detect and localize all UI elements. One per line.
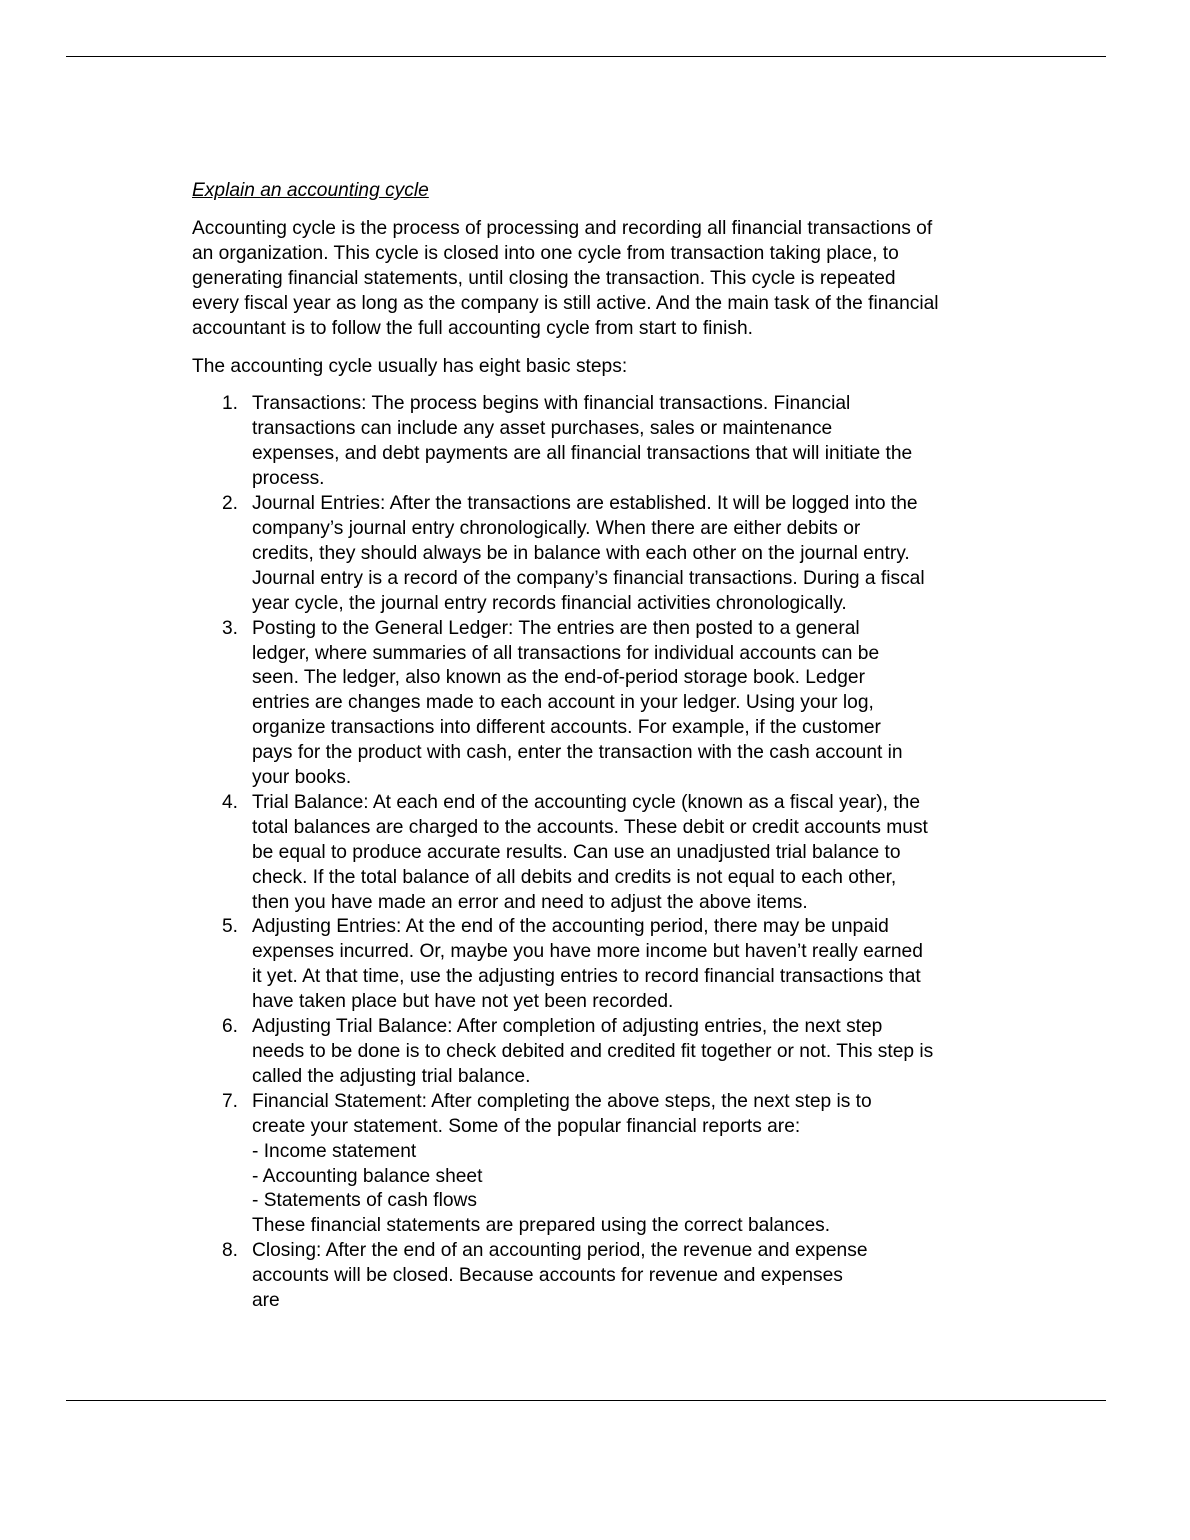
document-heading: Explain an accounting cycle bbox=[192, 180, 429, 201]
steps-list bbox=[192, 392, 992, 1314]
step-number: 2. bbox=[222, 493, 239, 515]
step-text-line: create your statement. Some of the popular financial reports are: bbox=[252, 1115, 801, 1137]
step-text-line: have taken place but have not yet been recorded. bbox=[252, 991, 674, 1013]
step-text-line: - Income statement bbox=[252, 1140, 417, 1162]
list-item bbox=[192, 392, 992, 492]
document-body bbox=[192, 178, 992, 1314]
step-text-line: Adjusting Trial Balance: After completion of adjusting entries, the next step bbox=[252, 1016, 883, 1038]
step-text-line: year cycle, the journal entry records financial activities chronologically. bbox=[252, 592, 847, 614]
step-number: 5. bbox=[222, 916, 239, 938]
intro-line: every fiscal year as long as the company is still active. And the main task of the financial bbox=[192, 292, 939, 314]
step-number: 1. bbox=[222, 393, 239, 415]
list-item bbox=[192, 617, 992, 791]
step-text-line: expenses incurred. Or, maybe you have more income but haven’t really earned bbox=[252, 941, 923, 963]
step-text-line: total balances are charged to the accounts. These debit or credit accounts must bbox=[252, 816, 928, 838]
intro-line: an organization. This cycle is closed into one cycle from transaction taking place, to bbox=[192, 242, 899, 264]
intro-line: Accounting cycle is the process of processing and recording all financial transactions of bbox=[192, 218, 933, 239]
step-text-line: Journal entry is a record of the company’s financial transactions. During a fiscal bbox=[252, 567, 925, 589]
footer-rule bbox=[66, 1400, 1106, 1401]
step-text-line: accounts will be closed. Because accounts for revenue and expenses bbox=[252, 1265, 843, 1287]
intro-line: generating financial statements, until closing the transaction. This cycle is repeated bbox=[192, 267, 896, 289]
step-text-line: are bbox=[252, 1290, 280, 1312]
step-text-line: Closing: After the end of an accounting period, the revenue and expense bbox=[252, 1240, 868, 1262]
step-text-line: check. If the total balance of all debits and credits is not equal to each other, bbox=[252, 866, 897, 888]
step-number: 4. bbox=[222, 791, 239, 813]
step-number: 6. bbox=[222, 1016, 239, 1038]
intro-paragraph bbox=[192, 217, 992, 342]
step-text-line: pays for the product with cash, enter the transaction with the cash account in bbox=[252, 742, 903, 764]
step-text-line: Financial Statement: After completing the above steps, the next step is to bbox=[252, 1090, 872, 1112]
step-text-line: then you have made an error and need to adjust the above items. bbox=[252, 891, 808, 913]
step-text-line: called the adjusting trial balance. bbox=[252, 1065, 531, 1087]
step-text-line: These financial statements are prepared using the correct balances. bbox=[252, 1215, 831, 1237]
step-text-line: company’s journal entry chronologically. When there are either debits or bbox=[252, 517, 861, 539]
step-text-line: - Statements of cash flows bbox=[252, 1190, 478, 1212]
list-item bbox=[192, 1239, 992, 1314]
step-text-line: Journal Entries: After the transactions are established. It will be logged into the bbox=[252, 493, 918, 515]
step-text-line: your books. bbox=[252, 767, 352, 789]
step-number: 7. bbox=[222, 1090, 239, 1112]
step-text-line: Posting to the General Ledger: The entries are then posted to a general bbox=[252, 617, 860, 639]
step-text-line: entries are changes made to each account in your ledger. Using your log, bbox=[252, 692, 874, 714]
step-text-line: it yet. At that time, use the adjusting entries to record financial transactions that bbox=[252, 966, 921, 988]
list-item bbox=[192, 492, 992, 617]
step-text-line: expenses, and debt payments are all financial transactions that will initiate the bbox=[252, 443, 913, 465]
step-number: 3. bbox=[222, 617, 239, 639]
step-text-line: ledger, where summaries of all transactions for individual accounts can be bbox=[252, 642, 880, 664]
step-text-line: Transactions: The process begins with financial transactions. Financial bbox=[252, 393, 851, 415]
step-text-line: needs to be done is to check debited and credited fit together or not. This step is bbox=[252, 1041, 934, 1062]
list-item bbox=[192, 915, 992, 1015]
step-text-line: seen. The ledger, also known as the end-of-period storage book. Ledger bbox=[252, 667, 865, 689]
step-text-line: credits, they should always be in balance with each other on the journal entry. bbox=[252, 542, 910, 564]
step-text-line: Trial Balance: At each end of the accounting cycle (known as a fiscal year), the bbox=[252, 791, 921, 813]
step-text-line: be equal to produce accurate results. Can use an unadjusted trial balance to bbox=[252, 841, 901, 863]
intro-line: accountant is to follow the full accounting cycle from start to finish. bbox=[192, 317, 753, 339]
step-text-line: process. bbox=[252, 468, 325, 490]
steps-intro: The accounting cycle usually has eight basic steps: bbox=[192, 355, 628, 377]
step-text-line: - Accounting balance sheet bbox=[252, 1165, 483, 1187]
step-text-line: Adjusting Entries: At the end of the accounting period, there may be unpaid bbox=[252, 916, 889, 938]
list-item bbox=[192, 1015, 992, 1090]
header-rule bbox=[66, 56, 1106, 57]
step-number: 8. bbox=[222, 1240, 239, 1262]
step-text-line: organize transactions into different accounts. For example, if the customer bbox=[252, 717, 881, 739]
step-text-line: transactions can include any asset purchases, sales or maintenance bbox=[252, 418, 833, 440]
list-item bbox=[192, 791, 992, 916]
list-item bbox=[192, 1090, 992, 1239]
